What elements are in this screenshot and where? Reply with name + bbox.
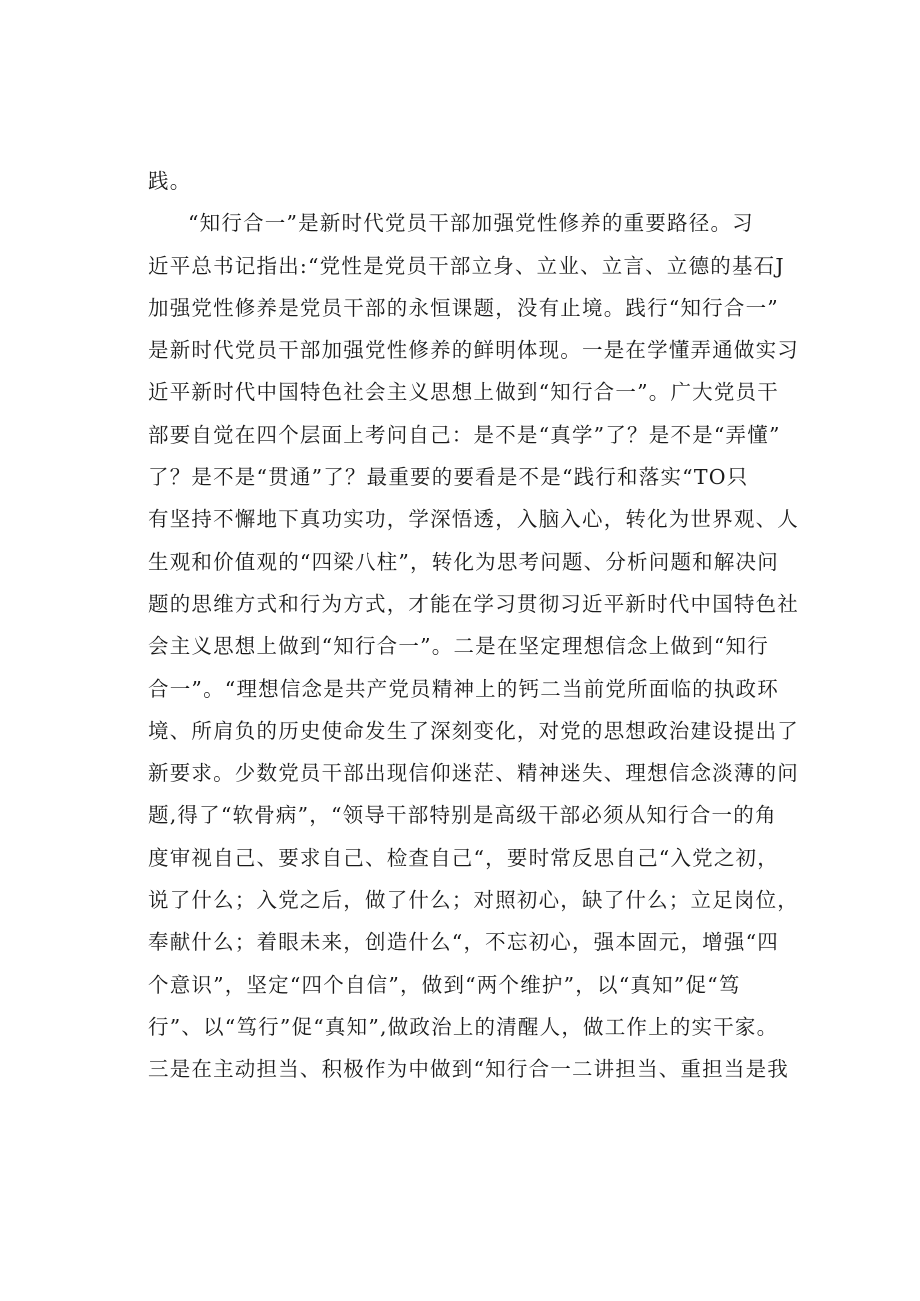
text-line: 三是在主动担当、积极作为中做到“知行合一二讲担当、重担当是我 — [148, 1057, 789, 1082]
text-line: 度审视自己、要求自己、检查自己“，要时常反思自己“入党之初， — [148, 845, 779, 870]
text-line: 近平总书记指出:“党性是党员干部立身、立业、立言、立德的基石J — [148, 253, 785, 278]
text-line: 生观和价值观的“四梁八柱”，转化为思考问题、分析问题和解决问 — [148, 549, 779, 574]
text-line: 个意识”，坚定“四个自信”，做到“两个维护”，以“真知”促“笃 — [148, 972, 741, 997]
text-line: 境、所肩负的历史使命发生了深刻变化，对党的思想政治建设提出了 — [148, 718, 799, 743]
text-line: 践。 — [148, 169, 192, 193]
text-line: 加强党性修养是党员干部的永恒课题，没有止境。践行“知行合一” — [148, 295, 779, 320]
text-line: 了？是不是“贯通”了？最重要的要看是不是“践行和落实“TO只 — [148, 465, 749, 490]
text-line: 是新时代党员干部加强党性修养的鲜明体现。一是在学懂弄通做实习 — [148, 338, 799, 363]
text-line: 题的思维方式和行为方式，才能在学习贯彻习近平新时代中国特色社 — [148, 591, 799, 616]
text-line: 说了什么；入党之后，做了什么；对照初心，缺了什么；立足岗位， — [148, 888, 799, 913]
text-line: 会主义思想上做到“知行合一”。二是在坚定理想信念上做到“知行 — [148, 634, 769, 659]
text-line: 部要自觉在四个层面上考问自己：是不是“真学”了？是不是“弄懂” — [148, 422, 781, 447]
text-line: 奉献什么；着眼未来，创造什么“，不忘初心，强本固元，增强“四 — [148, 930, 779, 955]
text-line: 行”、以“笃行”促“真知”,做政治上的清醒人，做工作上的实干家。 — [148, 1014, 779, 1039]
text-line: 有坚持不懈地下真功实功，学深悟透，入脑入心，转化为世界观、人 — [148, 507, 799, 532]
text-line: 近平新时代中国特色社会主义思想上做到“知行合一”。广大党员干 — [148, 380, 779, 405]
text-line: 新要求。少数党员干部出现信仰迷茫、精神迷失、理想信念淡薄的问 — [148, 761, 799, 786]
text-line: 合一”。“理想信念是共产党员精神上的钙二当前党所面临的执政环 — [148, 676, 779, 701]
text-line: “知行合一”是新时代党员干部加强党性修养的重要路径。习 — [188, 211, 754, 236]
text-line: 题,得了“软骨病”，“领导干部特别是高级干部必须从知行合一的角 — [148, 803, 777, 828]
body-text — [148, 160, 808, 1091]
